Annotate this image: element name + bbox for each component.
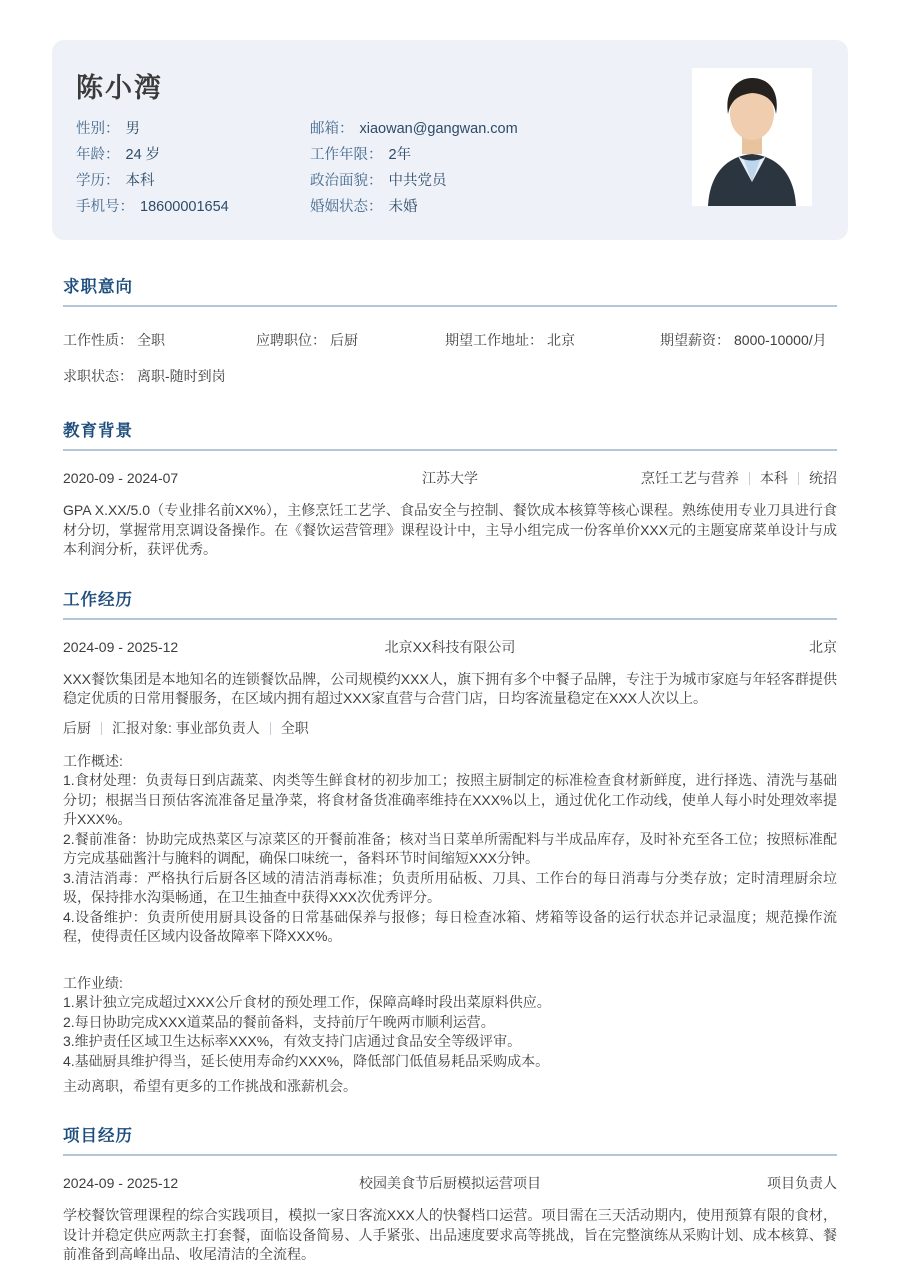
project-description: 学校餐饮管理课程的综合实践项目，模拟一家日客流XXX人的快餐档口运营。项目需在三天活动期内，使用预算有限的食材，设计并稳定供应两款主打套餐，面临设备简易、人手紧张、出品速度要求高等挑战，旨在完整演练从采购计划、成本核算、餐前准备到高峰出品、收尾清洁的全流程。 bbox=[63, 1207, 837, 1262]
info-row-work-years bbox=[310, 142, 518, 168]
info-label: 邮箱： bbox=[310, 121, 354, 137]
field-job-status bbox=[63, 366, 226, 386]
section-title-project-experience: 项目经历 bbox=[63, 1127, 837, 1156]
work-leaving-reason: 主动离职，希望有更多的工作挑战和涨薪机会。 bbox=[63, 1078, 357, 1094]
education-tags bbox=[617, 468, 837, 488]
info-row-education bbox=[76, 168, 229, 194]
field-value: 离职-随时到岗 bbox=[137, 368, 226, 384]
field-label: 求职状态： bbox=[63, 368, 133, 384]
work-achievement-title: 工作业绩: bbox=[63, 974, 123, 991]
section-job-intention bbox=[63, 278, 837, 386]
field-expected-salary bbox=[660, 330, 837, 350]
company-intro: XXX餐饮集团是本地知名的连锁餐饮品牌，公司规模约XXX人，旗下拥有多个中餐子品牌，专注于为城市家庭与年轻客群提供稳定优质的日常用餐服务，在区域内拥有超过XXX家直营与合营门店，日均客流量稳定在XXX人次以上。 bbox=[63, 670, 837, 706]
divider-pipe bbox=[749, 472, 750, 485]
field-label: 期望薪资： bbox=[660, 332, 730, 348]
info-label: 年龄： bbox=[76, 147, 120, 163]
field-value: 北京 bbox=[547, 332, 575, 348]
education-meta-row bbox=[63, 468, 837, 488]
job-intention-row-1 bbox=[63, 330, 837, 350]
info-row-age bbox=[76, 142, 229, 168]
project-name: 校园美食节后厨模拟运营项目 bbox=[359, 1175, 541, 1191]
project-period: 2024-09 - 2025-12 bbox=[63, 1175, 179, 1191]
section-title-job-intention: 求职意向 bbox=[63, 278, 837, 307]
field-value: 后厨 bbox=[330, 332, 358, 348]
header-card bbox=[52, 40, 848, 240]
work-overview-block bbox=[63, 752, 837, 947]
info-value: 本科 bbox=[125, 173, 155, 189]
info-value: 男 bbox=[125, 121, 140, 137]
work-achievement-block bbox=[63, 974, 837, 1072]
field-expected-location bbox=[445, 330, 660, 350]
work-achievement-item: 4.基础厨具维护得当，延长使用寿命约XXX%，降低部门低值易耗品采购成本。 bbox=[63, 1052, 550, 1069]
project-meta-row bbox=[63, 1173, 837, 1193]
field-label: 应聘职位： bbox=[256, 332, 326, 348]
info-label: 学历： bbox=[76, 173, 120, 189]
info-label: 性别： bbox=[76, 121, 120, 137]
work-period: 2024-09 - 2025-12 bbox=[63, 638, 179, 655]
info-value: 中共党员 bbox=[388, 173, 447, 189]
info-label: 婚姻状态： bbox=[310, 199, 383, 215]
info-row-gender bbox=[76, 116, 229, 142]
education-major: 烹饪工艺与营养 bbox=[641, 470, 739, 486]
education-degree: 本科 bbox=[760, 470, 788, 486]
info-value: 24 岁 bbox=[125, 147, 161, 163]
work-location: 北京 bbox=[809, 638, 837, 655]
info-value: xiaowan@gangwan.com bbox=[359, 121, 518, 137]
education-description: GPA X.XX/5.0（专业排名前XX%），主修烹饪工艺学、食品安全与控制、餐饮成本核算等核心课程。熟练使用专业刀具进行食材分切，掌握常用烹调设备操作。在《餐饮运营管理》课程设计中，主导小组完成一份客单价XXX元的主题宴席菜单设计与成本利润分析，获评优秀。 bbox=[63, 502, 837, 557]
field-value: 8000-10000/月 bbox=[734, 332, 827, 348]
info-row-email bbox=[310, 116, 518, 142]
profile-photo bbox=[692, 68, 812, 206]
candidate-name: 陈小湾 bbox=[76, 73, 163, 103]
work-overview-item: 2.餐前准备：协助完成热菜区与凉菜区的开餐前准备；核对当日菜单所需配料与半成品库存，及时补充至各工位；按照标准配方完成基础酱汁与腌料的调配，确保口味统一，备料环节时间缩短XXX分钟。 bbox=[63, 830, 837, 866]
portrait-illustration bbox=[692, 68, 812, 206]
divider-pipe bbox=[101, 722, 102, 735]
education-enrollment-type: 统招 bbox=[809, 470, 837, 486]
info-row-phone bbox=[76, 194, 229, 220]
divider-pipe bbox=[798, 472, 799, 485]
work-overview-title: 工作概述: bbox=[63, 752, 123, 769]
info-label: 政治面貌： bbox=[310, 173, 383, 189]
work-achievement-item: 3.维护责任区域卫生达标率XXX%，有效支持门店通过食品安全等级评审。 bbox=[63, 1033, 522, 1049]
work-report-to: 汇报对象: 事业部负责人 bbox=[112, 719, 260, 736]
work-achievement-item: 1.累计独立完成超过XXX公斤食材的预处理工作，保障高峰时段出菜原料供应。 bbox=[63, 994, 551, 1010]
education-school: 江苏大学 bbox=[422, 470, 478, 486]
info-label: 手机号： bbox=[76, 199, 134, 215]
work-overview-item: 1.食材处理：负责每日到店蔬菜、肉类等生鲜食材的初步加工；按照主厨制定的标准检查食材新鲜度，进行择选、清洗与基础分切；根据当日预估客流准备足量净菜，将食材备货准确率维持在XXX%以上，通过优化工作动线，使单人每小时处理效率提升XXX%。 bbox=[63, 772, 837, 827]
section-title-work-experience: 工作经历 bbox=[63, 591, 837, 620]
info-value: 18600001654 bbox=[140, 199, 229, 215]
work-overview-item: 3.清洁消毒：严格执行后厨各区域的清洁消毒标准；负责所用砧板、刀具、工作台的每日消毒与分类存放；定时清理厨余垃圾，保持排水沟渠畅通，在卫生抽查中获得XXX次优秀评分。 bbox=[63, 869, 837, 905]
info-row-marital-status bbox=[310, 194, 518, 220]
info-label: 工作年限： bbox=[310, 147, 383, 163]
info-value: 2年 bbox=[388, 147, 412, 163]
section-education bbox=[63, 422, 837, 560]
divider-pipe bbox=[270, 722, 271, 735]
info-column-right bbox=[310, 116, 518, 220]
work-overview-item: 4.设备维护：负责所使用厨具设备的日常基础保养与报修；每日检查冰箱、烤箱等设备的运行状态并记录温度；规范操作流程，使得责任区域内设备故障率下降XXX%。 bbox=[63, 908, 837, 944]
job-intention-row-2 bbox=[63, 366, 837, 386]
section-title-education: 教育背景 bbox=[63, 422, 837, 451]
info-row-political-status bbox=[310, 168, 518, 194]
project-role: 项目负责人 bbox=[767, 1175, 837, 1191]
work-company: 北京XX科技有限公司 bbox=[384, 638, 516, 655]
work-meta-row bbox=[63, 637, 837, 657]
section-work-experience bbox=[63, 591, 837, 1097]
work-position: 后厨 bbox=[63, 719, 91, 736]
work-job-type: 全职 bbox=[280, 719, 309, 736]
resume-body bbox=[63, 240, 837, 1265]
work-achievement-item: 2.每日协助完成XXX道菜品的餐前备料，支持前厅午晚两市顺利运营。 bbox=[63, 1013, 495, 1030]
info-value: 未婚 bbox=[388, 199, 418, 215]
info-column-left bbox=[76, 116, 229, 220]
work-position-tags bbox=[63, 718, 837, 738]
education-period: 2020-09 - 2024-07 bbox=[63, 470, 179, 486]
section-project-experience bbox=[63, 1127, 837, 1265]
field-label: 工作性质： bbox=[63, 332, 133, 348]
field-value: 全职 bbox=[137, 332, 165, 348]
field-label: 期望工作地址： bbox=[445, 332, 543, 348]
field-work-type bbox=[63, 330, 256, 350]
field-target-position bbox=[256, 330, 445, 350]
